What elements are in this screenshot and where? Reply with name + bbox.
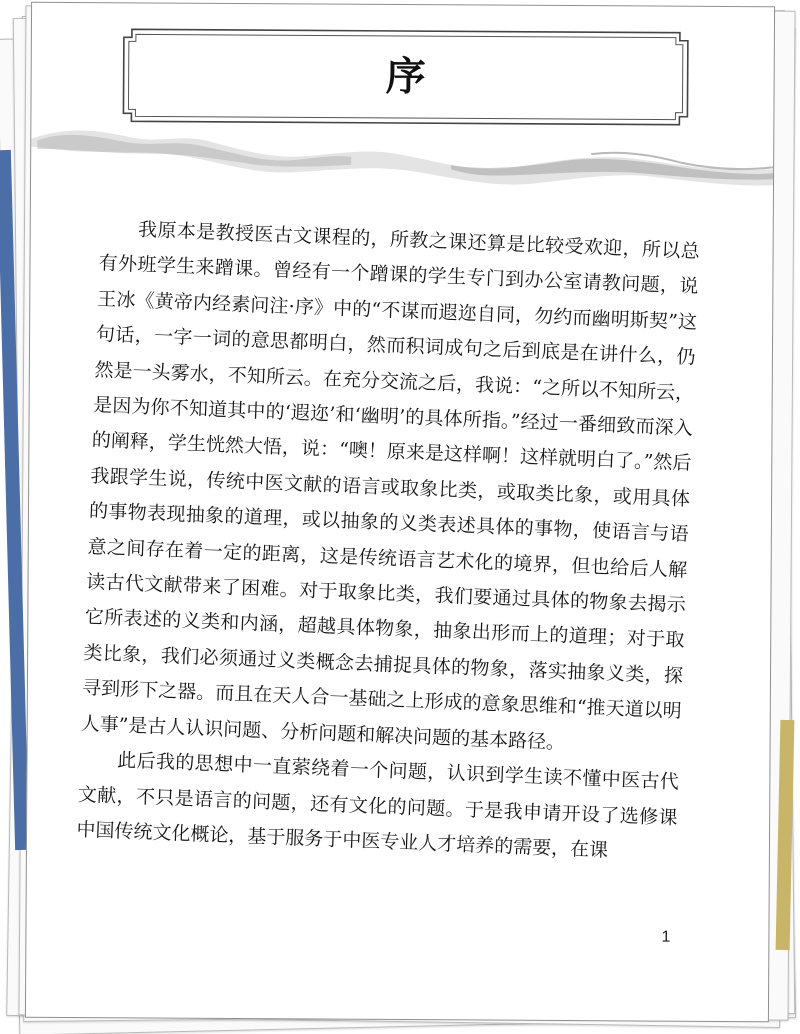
- title-frame: [117, 23, 694, 117]
- document-page: [25, 2, 775, 1023]
- body-text: [76, 211, 701, 871]
- ink-mountain-decoration: [31, 111, 774, 206]
- page-number: 1: [661, 928, 671, 946]
- paragraph: 我原本是教授医古文课程的，所教之课还算是比较受欢迎，所以总有外班学生来蹭课。曾经有一个蹭课的学生专门到办公室请教问题，说王冰《黄帝内经素问注·序》中的“不谋而遐迩自同，勿约而幽明斯契”这句话，一字一词的意思都明白，然而积词成句之后到底是在讲什么，仍然是一头雾水，不知所云。在充分交流之后，我说：“之所以不知所云，是因为你不知道其中的‘遐迩’和‘幽明’的具体所指。”经过一番细致而深入的阐释，学生恍然大悟，说：“噢！原来是这样啊！这样就明白了。”然后我跟学生说，传统中医文献的语言或取象比类，或取类比象，或用具体的事物表现抽象的道理，或以抽象的义类表述具体的事物，使语言与语意之间存在着一定的距离，这是传统语言艺术化的境界，但也给后人解读古代文献带来了困难。对于取象比类，我们要通过具体的物象去揭示它所表述的义类和内涵，超越具体物象，抽象出形而上的道理；对于取类比象，我们必须通过义类概念去捕捉具体的物象，落实抽象义类，探寻到形下之器。而且在天人合一基础之上形成的意象思维和“推天道以明人事”是古人认识问题、分析问题和解决问题的基本路径。: [80, 218, 701, 754]
- paragraph: 此后我的思想中一直萦绕着一个问题，认识到学生读不懂中医古代文献，不只是语言的问题，还有文化的问题。于是我申请开设了选修课中国传统文化概论，基于服务于中医专业人才培养的需要，在课: [76, 749, 680, 862]
- page-title: 序: [385, 52, 426, 101]
